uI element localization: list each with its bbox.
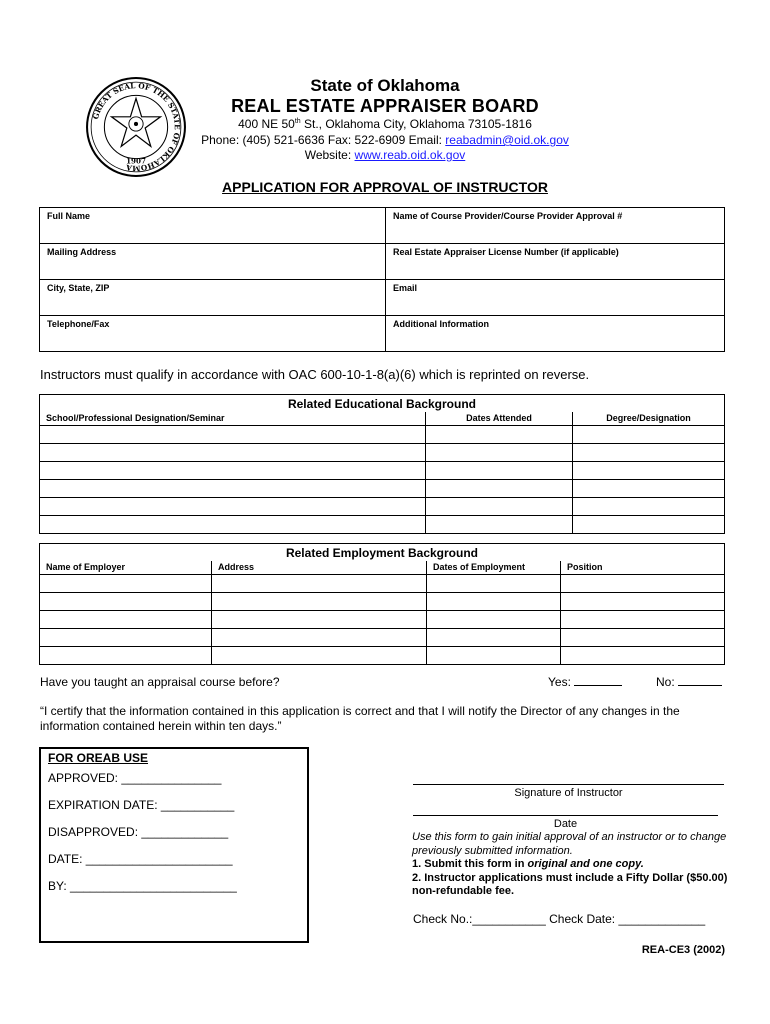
form-number: REA-CE3 (2002) <box>641 944 725 956</box>
table-cell[interactable] <box>40 593 212 611</box>
education-col-degree: Degree/Designation <box>573 412 725 426</box>
table-cell[interactable] <box>427 629 561 647</box>
email-link[interactable]: reabadmin@oid.ok.gov <box>445 133 569 147</box>
svg-text:GREAT SEAL OF THE STATE OF OKL: GREAT SEAL OF THE STATE OF OKLAHOMA <box>91 81 182 173</box>
taught-question: Have you taught an appraisal course before? <box>40 675 280 689</box>
table-cell[interactable] <box>212 647 427 665</box>
table-cell[interactable] <box>40 462 426 480</box>
disapproved-line: DISAPPROVED: _____________ <box>48 825 229 839</box>
qualification-note: Instructors must qualify in accordance with OAC 600-10-1-8(a)(6) which is reprinted on reverse. <box>40 367 590 382</box>
table-cell[interactable] <box>426 444 573 462</box>
table-cell[interactable] <box>40 498 426 516</box>
by-line: BY: _________________________ <box>48 879 237 893</box>
applicant-info-table <box>39 207 725 352</box>
employment-table <box>39 543 725 665</box>
table-cell[interactable] <box>573 516 725 534</box>
table-cell[interactable] <box>40 575 212 593</box>
table-cell[interactable] <box>40 516 426 534</box>
approved-line: APPROVED: _______________ <box>48 771 222 785</box>
table-cell[interactable] <box>427 611 561 629</box>
email-field[interactable]: Email <box>386 280 725 316</box>
instruction-item-2: 2. Instructor applications must include a Fifty Dollar ($50.00) non-refundable fee. <box>412 871 728 897</box>
education-col-school: School/Professional Designation/Seminar <box>40 412 426 426</box>
expiration-date-line: EXPIRATION DATE: ___________ <box>48 798 235 812</box>
header-contact: Phone: (405) 521-6636 Fax: 522-6909 Email: reabadmin@oid.ok.gov <box>201 133 569 147</box>
table-cell[interactable] <box>573 444 725 462</box>
instructions-intro: Use this form to gain initial approval of an instructor or to change previously submitted information. <box>412 831 727 857</box>
table-cell[interactable] <box>573 462 725 480</box>
table-cell[interactable] <box>212 611 427 629</box>
table-cell[interactable] <box>40 426 426 444</box>
header-board: REAL ESTATE APPRAISER BOARD <box>231 96 539 116</box>
table-row <box>40 426 725 444</box>
table-row <box>40 629 725 647</box>
table-cell[interactable] <box>427 575 561 593</box>
table-cell[interactable] <box>212 575 427 593</box>
table-cell[interactable] <box>40 444 426 462</box>
table-cell[interactable] <box>212 593 427 611</box>
date-signature-line[interactable] <box>413 815 718 816</box>
table-row <box>40 575 725 593</box>
signature-line[interactable] <box>413 784 724 785</box>
table-cell[interactable] <box>426 462 573 480</box>
certification-statement: “I certify that the information contained in this application is correct and that I will notify the Director of any changes in the information contained herein within ten days.” <box>40 704 680 733</box>
license-number-field[interactable]: Real Estate Appraiser License Number (if applicable) <box>386 244 725 280</box>
table-cell[interactable] <box>561 593 725 611</box>
table-cell[interactable] <box>561 647 725 665</box>
education-table <box>39 394 725 534</box>
employment-title: Related Employment Background <box>40 544 725 561</box>
table-row <box>40 611 725 629</box>
table-cell[interactable] <box>573 498 725 516</box>
table-row <box>40 462 725 480</box>
table-cell[interactable] <box>427 593 561 611</box>
education-col-dates: Dates Attended <box>426 412 573 426</box>
taught-no: No: <box>656 675 722 689</box>
oreab-title: FOR OREAB USE <box>48 751 149 765</box>
header-state: State of Oklahoma <box>310 76 460 95</box>
employment-col-employer: Name of Employer <box>40 561 212 575</box>
table-cell[interactable] <box>40 647 212 665</box>
table-cell[interactable] <box>212 629 427 647</box>
table-cell[interactable] <box>427 647 561 665</box>
table-cell[interactable] <box>426 498 573 516</box>
oreab-use-box <box>39 747 309 943</box>
form-title: APPLICATION FOR APPROVAL OF INSTRUCTOR <box>222 179 548 195</box>
date-line: DATE: ______________________ <box>48 852 233 866</box>
telephone-fax-field[interactable]: Telephone/Fax <box>40 316 386 352</box>
course-provider-field[interactable]: Name of Course Provider/Course Provider Approval # <box>386 208 725 244</box>
svg-text:1907: 1907 <box>126 156 146 166</box>
instruction-item-1: 1. Submit this form in original and one copy. <box>412 858 644 870</box>
table-cell[interactable] <box>40 480 426 498</box>
table-cell[interactable] <box>573 480 725 498</box>
table-row <box>40 647 725 665</box>
no-blank[interactable] <box>678 675 722 686</box>
additional-info-field[interactable]: Additional Information <box>386 316 725 352</box>
header-website: Website: www.reab.oid.ok.gov <box>304 148 466 162</box>
table-row <box>40 516 725 534</box>
table-row <box>40 498 725 516</box>
table-cell[interactable] <box>426 426 573 444</box>
employment-col-dates: Dates of Employment <box>427 561 561 575</box>
mailing-address-field[interactable]: Mailing Address <box>40 244 386 280</box>
education-title: Related Educational Background <box>40 395 725 412</box>
table-cell[interactable] <box>40 611 212 629</box>
instructions <box>412 831 732 899</box>
table-cell[interactable] <box>426 516 573 534</box>
signature-label: Signature of Instructor <box>514 787 623 799</box>
employment-col-position: Position <box>561 561 725 575</box>
table-cell[interactable] <box>561 575 725 593</box>
date-label: Date <box>553 818 578 830</box>
city-state-zip-field[interactable]: City, State, ZIP <box>40 280 386 316</box>
table-cell[interactable] <box>561 611 725 629</box>
table-cell[interactable] <box>426 480 573 498</box>
yes-blank[interactable] <box>574 675 622 686</box>
table-cell[interactable] <box>573 426 725 444</box>
taught-yes: Yes: <box>548 675 622 689</box>
check-info-line: Check No.:___________ Check Date: _____________ <box>413 912 706 926</box>
employment-col-address: Address <box>212 561 427 575</box>
full-name-field[interactable]: Full Name <box>40 208 386 244</box>
table-row <box>40 480 725 498</box>
table-cell[interactable] <box>561 629 725 647</box>
header-address: 400 NE 50th St., Oklahoma City, Oklahoma 73105-1816 <box>238 117 532 131</box>
website-link[interactable]: www.reab.oid.ok.gov <box>354 148 466 162</box>
table-row <box>40 444 725 462</box>
table-cell[interactable] <box>40 629 212 647</box>
table-row <box>40 593 725 611</box>
